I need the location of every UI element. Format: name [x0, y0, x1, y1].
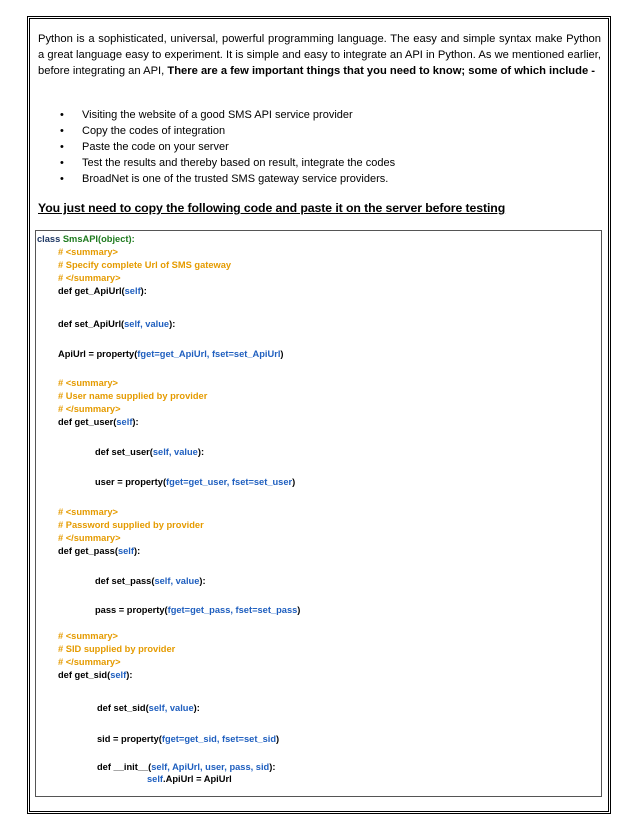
code-line: def get_ApiUrl(self): — [58, 286, 147, 296]
code-line: ApiUrl = property(fget=get_ApiUrl, fset=set_ApiUrl) — [58, 349, 284, 359]
list-item: • Visiting the website of a good SMS API service provider — [38, 107, 598, 123]
code-line: def set_sid(self, value): — [97, 703, 200, 713]
code-line: def get_user(self): — [58, 417, 139, 427]
code-line: pass = property(fget=get_pass, fset=set_pass) — [95, 605, 301, 615]
code-line: user = property(fget=get_user, fset=set_user) — [95, 477, 296, 487]
code-line: def __init__(self, ApiUrl, user, pass, sid): — [97, 762, 276, 772]
list-item: • BroadNet is one of the trusted SMS gateway service providers. — [38, 171, 598, 187]
section-heading: You just need to copy the following code and paste it on the server before testing — [38, 201, 506, 215]
code-comment: # Password supplied by provider — [58, 520, 204, 530]
list-item: • Copy the codes of integration — [38, 123, 598, 139]
code-comment: # </summary> — [58, 273, 121, 283]
code-comment: # SID supplied by provider — [58, 644, 176, 654]
list-item: • Test the results and thereby based on result, integrate the codes — [38, 155, 598, 171]
code-comment: # <summary> — [58, 378, 118, 388]
code-line: def get_sid(self): — [58, 670, 133, 680]
intro-bold-text: There are a few important things that you need to know; some of which include - — [167, 65, 596, 78]
code-comment: # <summary> — [58, 247, 118, 257]
code-line: def set_user(self, value): — [95, 447, 205, 457]
code-line: sid = property(fget=get_sid, fset=set_sid) — [97, 734, 280, 744]
code-line: class SmsAPI(object): — [37, 234, 135, 244]
intro-paragraph — [38, 31, 601, 80]
code-line: self.ApiUrl = ApiUrl — [147, 774, 232, 784]
code-comment: # </summary> — [58, 657, 121, 667]
code-comment: # <summary> — [58, 631, 118, 641]
code-line: def get_pass(self): — [58, 546, 141, 556]
code-comment: # <summary> — [58, 507, 118, 517]
list-item: • Paste the code on your server — [38, 139, 598, 155]
code-comment: # Specify complete Url of SMS gateway — [58, 260, 232, 270]
intro-text: Python is a sophisticated, universal, powerful programming language. The easy and simple syntax make Python a great language easy to experiment. It is simple and easy to integrate an API in Python. As we mentioned earlier, before integrating an API, — [38, 33, 601, 78]
bullet-list — [38, 107, 598, 187]
code-line: def set_pass(self, value): — [95, 576, 206, 586]
code-comment: # </summary> — [58, 404, 121, 414]
code-comment: # </summary> — [58, 533, 121, 543]
code-line: def set_ApiUrl(self, value): — [58, 319, 176, 329]
code-comment: # User name supplied by provider — [58, 391, 208, 401]
